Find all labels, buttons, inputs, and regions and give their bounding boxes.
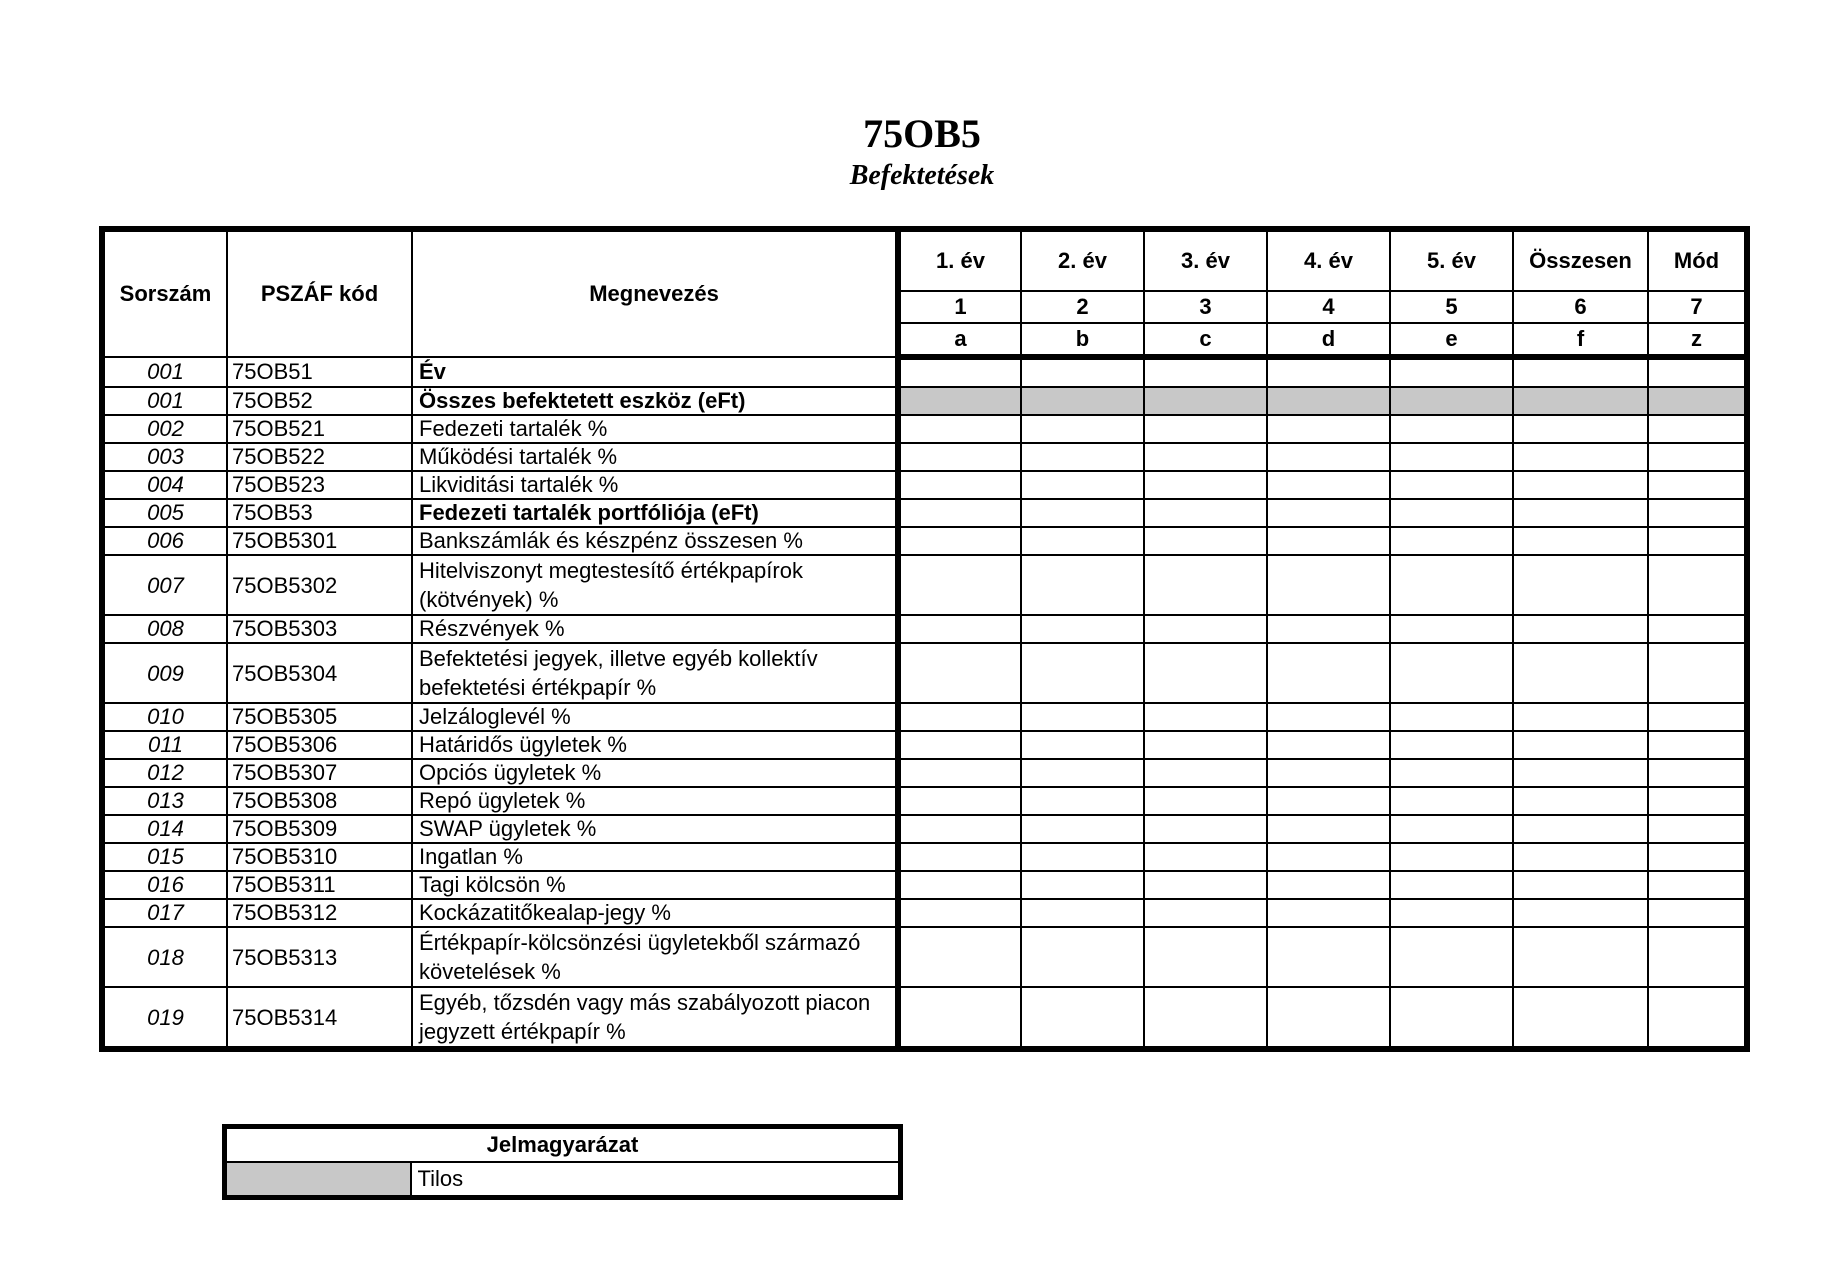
header-num-2: 2 — [1021, 291, 1144, 323]
row-megnevezes: Befektetési jegyek, illetve egyéb kollektív befektetési értékpapír % — [412, 643, 898, 703]
row-value-cell-3[interactable] — [1144, 387, 1267, 415]
row-value-cell-2[interactable] — [1021, 387, 1144, 415]
table-body — [102, 357, 1747, 1049]
table-row — [102, 759, 1747, 787]
row-value-cell-1[interactable] — [898, 787, 1021, 815]
row-value-cell-1[interactable] — [898, 387, 1021, 415]
row-sorszam: 019 — [102, 987, 227, 1049]
row-value-cell-7[interactable] — [1648, 643, 1747, 703]
row-value-cell-2[interactable] — [1021, 987, 1144, 1049]
row-megnevezes: Likviditási tartalék % — [412, 471, 898, 499]
row-value-cell-6[interactable] — [1513, 357, 1648, 387]
row-value-cell-6[interactable] — [1513, 527, 1648, 555]
row-value-cell-4[interactable] — [1267, 703, 1390, 731]
header-year-3: 3. év — [1144, 229, 1267, 291]
header-year-2: 2. év — [1021, 229, 1144, 291]
header-num-6: 6 — [1513, 291, 1648, 323]
table-row — [102, 899, 1747, 927]
row-megnevezes: Jelzáloglevél % — [412, 703, 898, 731]
row-value-cell-3[interactable] — [1144, 787, 1267, 815]
table-row — [102, 787, 1747, 815]
table-row — [102, 387, 1747, 415]
row-value-cell-6[interactable] — [1513, 387, 1648, 415]
row-megnevezes: Ingatlan % — [412, 843, 898, 871]
row-value-cell-2[interactable] — [1021, 703, 1144, 731]
header-letter-f: f — [1513, 323, 1648, 357]
header-letter-e: e — [1390, 323, 1513, 357]
row-pszaf-kod: 75OB5307 — [227, 759, 412, 787]
row-value-cell-5[interactable] — [1390, 499, 1513, 527]
row-value-cell-5[interactable] — [1390, 555, 1513, 615]
row-value-cell-2[interactable] — [1021, 815, 1144, 843]
row-value-cell-3[interactable] — [1144, 899, 1267, 927]
row-value-cell-5[interactable] — [1390, 357, 1513, 387]
row-megnevezes: SWAP ügyletek % — [412, 815, 898, 843]
row-value-cell-3[interactable] — [1144, 415, 1267, 443]
row-sorszam: 014 — [102, 815, 227, 843]
row-value-cell-1[interactable] — [898, 471, 1021, 499]
row-sorszam: 011 — [102, 731, 227, 759]
row-value-cell-5[interactable] — [1390, 815, 1513, 843]
row-value-cell-1[interactable] — [898, 987, 1021, 1049]
row-value-cell-2[interactable] — [1021, 527, 1144, 555]
row-sorszam: 008 — [102, 615, 227, 643]
row-value-cell-1[interactable] — [898, 843, 1021, 871]
row-value-cell-6[interactable] — [1513, 987, 1648, 1049]
row-megnevezes: Határidős ügyletek % — [412, 731, 898, 759]
row-value-cell-7[interactable] — [1648, 499, 1747, 527]
row-value-cell-2[interactable] — [1021, 443, 1144, 471]
row-pszaf-kod: 75OB522 — [227, 443, 412, 471]
row-value-cell-4[interactable] — [1267, 899, 1390, 927]
row-sorszam: 001 — [102, 387, 227, 415]
table-row — [102, 499, 1747, 527]
row-value-cell-3[interactable] — [1144, 643, 1267, 703]
row-value-cell-2[interactable] — [1021, 357, 1144, 387]
table-row — [102, 703, 1747, 731]
row-megnevezes: Opciós ügyletek % — [412, 759, 898, 787]
row-megnevezes: Repó ügyletek % — [412, 787, 898, 815]
row-value-cell-7[interactable] — [1648, 555, 1747, 615]
row-value-cell-7[interactable] — [1648, 415, 1747, 443]
row-value-cell-7[interactable] — [1648, 387, 1747, 415]
row-value-cell-4[interactable] — [1267, 815, 1390, 843]
row-value-cell-1[interactable] — [898, 731, 1021, 759]
row-value-cell-1[interactable] — [898, 527, 1021, 555]
row-value-cell-5[interactable] — [1390, 899, 1513, 927]
row-sorszam: 017 — [102, 899, 227, 927]
row-value-cell-2[interactable] — [1021, 927, 1144, 987]
legend-title: Jelmagyarázat — [225, 1127, 901, 1163]
table-row — [102, 415, 1747, 443]
header-letter-c: c — [1144, 323, 1267, 357]
row-pszaf-kod: 75OB5304 — [227, 643, 412, 703]
row-megnevezes: Év — [412, 357, 898, 387]
row-value-cell-5[interactable] — [1390, 731, 1513, 759]
header-num-5: 5 — [1390, 291, 1513, 323]
table-row — [102, 443, 1747, 471]
row-value-cell-1[interactable] — [898, 815, 1021, 843]
header-year-5: 5. év — [1390, 229, 1513, 291]
row-value-cell-4[interactable] — [1267, 731, 1390, 759]
row-sorszam: 010 — [102, 703, 227, 731]
row-pszaf-kod: 75OB5301 — [227, 527, 412, 555]
row-sorszam: 018 — [102, 927, 227, 987]
row-value-cell-3[interactable] — [1144, 527, 1267, 555]
row-value-cell-2[interactable] — [1021, 643, 1144, 703]
row-sorszam: 015 — [102, 843, 227, 871]
row-sorszam: 003 — [102, 443, 227, 471]
row-value-cell-1[interactable] — [898, 415, 1021, 443]
row-value-cell-6[interactable] — [1513, 787, 1648, 815]
table-row — [102, 843, 1747, 871]
row-value-cell-2[interactable] — [1021, 899, 1144, 927]
row-value-cell-6[interactable] — [1513, 499, 1648, 527]
header-osszesen: Összesen — [1513, 229, 1648, 291]
row-value-cell-6[interactable] — [1513, 731, 1648, 759]
row-value-cell-4[interactable] — [1267, 415, 1390, 443]
header-letter-b: b — [1021, 323, 1144, 357]
row-value-cell-7[interactable] — [1648, 843, 1747, 871]
row-value-cell-3[interactable] — [1144, 499, 1267, 527]
table-row — [102, 643, 1747, 703]
row-value-cell-4[interactable] — [1267, 843, 1390, 871]
row-megnevezes: Tagi kölcsön % — [412, 871, 898, 899]
row-pszaf-kod: 75OB52 — [227, 387, 412, 415]
header-megnevezes: Megnevezés — [412, 229, 898, 357]
row-value-cell-1[interactable] — [898, 499, 1021, 527]
row-value-cell-7[interactable] — [1648, 731, 1747, 759]
row-value-cell-2[interactable] — [1021, 759, 1144, 787]
row-value-cell-3[interactable] — [1144, 471, 1267, 499]
row-value-cell-5[interactable] — [1390, 471, 1513, 499]
row-sorszam: 012 — [102, 759, 227, 787]
row-value-cell-3[interactable] — [1144, 843, 1267, 871]
table-row — [102, 927, 1747, 987]
table-header — [102, 229, 1747, 357]
row-megnevezes: Egyéb, tőzsdén vagy más szabályozott piacon jegyzett értékpapír % — [412, 987, 898, 1049]
row-value-cell-2[interactable] — [1021, 499, 1144, 527]
row-sorszam: 004 — [102, 471, 227, 499]
row-value-cell-3[interactable] — [1144, 555, 1267, 615]
row-value-cell-5[interactable] — [1390, 927, 1513, 987]
table-row — [102, 615, 1747, 643]
row-megnevezes: Működési tartalék % — [412, 443, 898, 471]
row-megnevezes: Fedezeti tartalék % — [412, 415, 898, 443]
row-value-cell-1[interactable] — [898, 871, 1021, 899]
header-num-7: 7 — [1648, 291, 1747, 323]
row-pszaf-kod: 75OB51 — [227, 357, 412, 387]
row-value-cell-3[interactable] — [1144, 357, 1267, 387]
row-megnevezes: Részvények % — [412, 615, 898, 643]
row-value-cell-4[interactable] — [1267, 555, 1390, 615]
row-value-cell-7[interactable] — [1648, 443, 1747, 471]
row-value-cell-2[interactable] — [1021, 555, 1144, 615]
row-value-cell-4[interactable] — [1267, 357, 1390, 387]
row-pszaf-kod: 75OB53 — [227, 499, 412, 527]
row-value-cell-2[interactable] — [1021, 415, 1144, 443]
row-value-cell-6[interactable] — [1513, 927, 1648, 987]
row-value-cell-2[interactable] — [1021, 871, 1144, 899]
row-sorszam: 016 — [102, 871, 227, 899]
row-pszaf-kod: 75OB5302 — [227, 555, 412, 615]
row-value-cell-7[interactable] — [1648, 527, 1747, 555]
row-sorszam: 009 — [102, 643, 227, 703]
row-pszaf-kod: 75OB5314 — [227, 987, 412, 1049]
row-value-cell-3[interactable] — [1144, 871, 1267, 899]
row-value-cell-7[interactable] — [1648, 357, 1747, 387]
form-code-title: 75OB5 — [863, 111, 981, 156]
row-value-cell-7[interactable] — [1648, 815, 1747, 843]
table-row — [102, 987, 1747, 1049]
row-value-cell-5[interactable] — [1390, 871, 1513, 899]
row-value-cell-3[interactable] — [1144, 927, 1267, 987]
row-sorszam: 005 — [102, 499, 227, 527]
row-value-cell-4[interactable] — [1267, 615, 1390, 643]
table-row — [102, 357, 1747, 387]
row-value-cell-6[interactable] — [1513, 759, 1648, 787]
row-value-cell-5[interactable] — [1390, 759, 1513, 787]
row-pszaf-kod: 75OB523 — [227, 471, 412, 499]
row-value-cell-6[interactable] — [1513, 555, 1648, 615]
row-value-cell-5[interactable] — [1390, 843, 1513, 871]
row-value-cell-5[interactable] — [1390, 787, 1513, 815]
row-value-cell-7[interactable] — [1648, 471, 1747, 499]
header-num-4: 4 — [1267, 291, 1390, 323]
row-value-cell-4[interactable] — [1267, 471, 1390, 499]
row-pszaf-kod: 75OB5311 — [227, 871, 412, 899]
row-value-cell-1[interactable] — [898, 357, 1021, 387]
row-megnevezes: Értékpapír-kölcsönzési ügyletekből származó követelések % — [412, 927, 898, 987]
row-megnevezes: Fedezeti tartalék portfóliója (eFt) — [412, 499, 898, 527]
row-value-cell-7[interactable] — [1648, 703, 1747, 731]
table-row — [102, 815, 1747, 843]
row-value-cell-7[interactable] — [1648, 871, 1747, 899]
row-value-cell-6[interactable] — [1513, 471, 1648, 499]
row-value-cell-5[interactable] — [1390, 387, 1513, 415]
table-row — [102, 555, 1747, 615]
row-value-cell-3[interactable] — [1144, 987, 1267, 1049]
row-value-cell-5[interactable] — [1390, 987, 1513, 1049]
row-value-cell-1[interactable] — [898, 615, 1021, 643]
row-value-cell-1[interactable] — [898, 899, 1021, 927]
row-value-cell-7[interactable] — [1648, 759, 1747, 787]
row-value-cell-5[interactable] — [1390, 703, 1513, 731]
row-value-cell-3[interactable] — [1144, 615, 1267, 643]
row-value-cell-5[interactable] — [1390, 415, 1513, 443]
header-mod: Mód — [1648, 229, 1747, 291]
row-value-cell-4[interactable] — [1267, 871, 1390, 899]
row-pszaf-kod: 75OB5305 — [227, 703, 412, 731]
row-value-cell-3[interactable] — [1144, 759, 1267, 787]
table-row — [102, 527, 1747, 555]
row-value-cell-3[interactable] — [1144, 731, 1267, 759]
header-letter-a: a — [898, 323, 1021, 357]
row-value-cell-4[interactable] — [1267, 527, 1390, 555]
row-value-cell-4[interactable] — [1267, 443, 1390, 471]
row-megnevezes: Hitelviszonyt megtestesítő értékpapírok (kötvények) % — [412, 555, 898, 615]
row-value-cell-3[interactable] — [1144, 703, 1267, 731]
row-value-cell-2[interactable] — [1021, 731, 1144, 759]
row-value-cell-1[interactable] — [898, 555, 1021, 615]
row-value-cell-6[interactable] — [1513, 815, 1648, 843]
row-value-cell-7[interactable] — [1648, 615, 1747, 643]
row-value-cell-3[interactable] — [1144, 443, 1267, 471]
row-value-cell-6[interactable] — [1513, 415, 1648, 443]
row-pszaf-kod: 75OB5313 — [227, 927, 412, 987]
row-sorszam: 006 — [102, 527, 227, 555]
row-value-cell-1[interactable] — [898, 703, 1021, 731]
form-subtitle: Befektetések — [849, 160, 995, 191]
row-value-cell-6[interactable] — [1513, 871, 1648, 899]
row-value-cell-6[interactable] — [1513, 443, 1648, 471]
row-pszaf-kod: 75OB5309 — [227, 815, 412, 843]
row-value-cell-2[interactable] — [1021, 843, 1144, 871]
row-sorszam: 007 — [102, 555, 227, 615]
row-value-cell-1[interactable] — [898, 643, 1021, 703]
row-value-cell-7[interactable] — [1648, 987, 1747, 1049]
row-sorszam: 013 — [102, 787, 227, 815]
table-row — [102, 731, 1747, 759]
table-row — [102, 471, 1747, 499]
legend-label-tilos: Tilos — [411, 1162, 901, 1198]
row-value-cell-7[interactable] — [1648, 927, 1747, 987]
table-row — [102, 871, 1747, 899]
row-value-cell-1[interactable] — [898, 759, 1021, 787]
row-pszaf-kod: 75OB521 — [227, 415, 412, 443]
row-megnevezes: Bankszámlák és készpénz összesen % — [412, 527, 898, 555]
row-value-cell-5[interactable] — [1390, 643, 1513, 703]
row-value-cell-6[interactable] — [1513, 843, 1648, 871]
row-value-cell-4[interactable] — [1267, 987, 1390, 1049]
header-letter-d: d — [1267, 323, 1390, 357]
row-value-cell-1[interactable] — [898, 443, 1021, 471]
row-sorszam: 001 — [102, 357, 227, 387]
header-num-3: 3 — [1144, 291, 1267, 323]
row-value-cell-5[interactable] — [1390, 615, 1513, 643]
row-pszaf-kod: 75OB5303 — [227, 615, 412, 643]
header-num-1: 1 — [898, 291, 1021, 323]
row-value-cell-5[interactable] — [1390, 527, 1513, 555]
row-megnevezes: Kockázatitőkealap-jegy % — [412, 899, 898, 927]
row-value-cell-6[interactable] — [1513, 643, 1648, 703]
row-sorszam: 002 — [102, 415, 227, 443]
row-megnevezes: Összes befektetett eszköz (eFt) — [412, 387, 898, 415]
row-value-cell-6[interactable] — [1513, 703, 1648, 731]
legend-swatch-grey — [225, 1162, 411, 1198]
investments-table — [99, 226, 1750, 1052]
row-value-cell-4[interactable] — [1267, 787, 1390, 815]
row-value-cell-2[interactable] — [1021, 787, 1144, 815]
row-value-cell-6[interactable] — [1513, 615, 1648, 643]
row-value-cell-4[interactable] — [1267, 387, 1390, 415]
row-pszaf-kod: 75OB5310 — [227, 843, 412, 871]
row-value-cell-5[interactable] — [1390, 443, 1513, 471]
header-year-1: 1. év — [898, 229, 1021, 291]
row-value-cell-7[interactable] — [1648, 899, 1747, 927]
row-value-cell-7[interactable] — [1648, 787, 1747, 815]
row-value-cell-3[interactable] — [1144, 815, 1267, 843]
row-pszaf-kod: 75OB5312 — [227, 899, 412, 927]
legend-box — [222, 1124, 903, 1200]
row-value-cell-4[interactable] — [1267, 499, 1390, 527]
row-value-cell-4[interactable] — [1267, 759, 1390, 787]
row-value-cell-1[interactable] — [898, 927, 1021, 987]
row-value-cell-4[interactable] — [1267, 643, 1390, 703]
header-pszaf-kod: PSZÁF kód — [227, 229, 412, 357]
header-letter-z: z — [1648, 323, 1747, 357]
row-value-cell-2[interactable] — [1021, 471, 1144, 499]
header-year-4: 4. év — [1267, 229, 1390, 291]
header-sorszam: Sorszám — [102, 229, 227, 357]
row-value-cell-6[interactable] — [1513, 899, 1648, 927]
row-pszaf-kod: 75OB5306 — [227, 731, 412, 759]
row-value-cell-4[interactable] — [1267, 927, 1390, 987]
row-value-cell-2[interactable] — [1021, 615, 1144, 643]
row-pszaf-kod: 75OB5308 — [227, 787, 412, 815]
